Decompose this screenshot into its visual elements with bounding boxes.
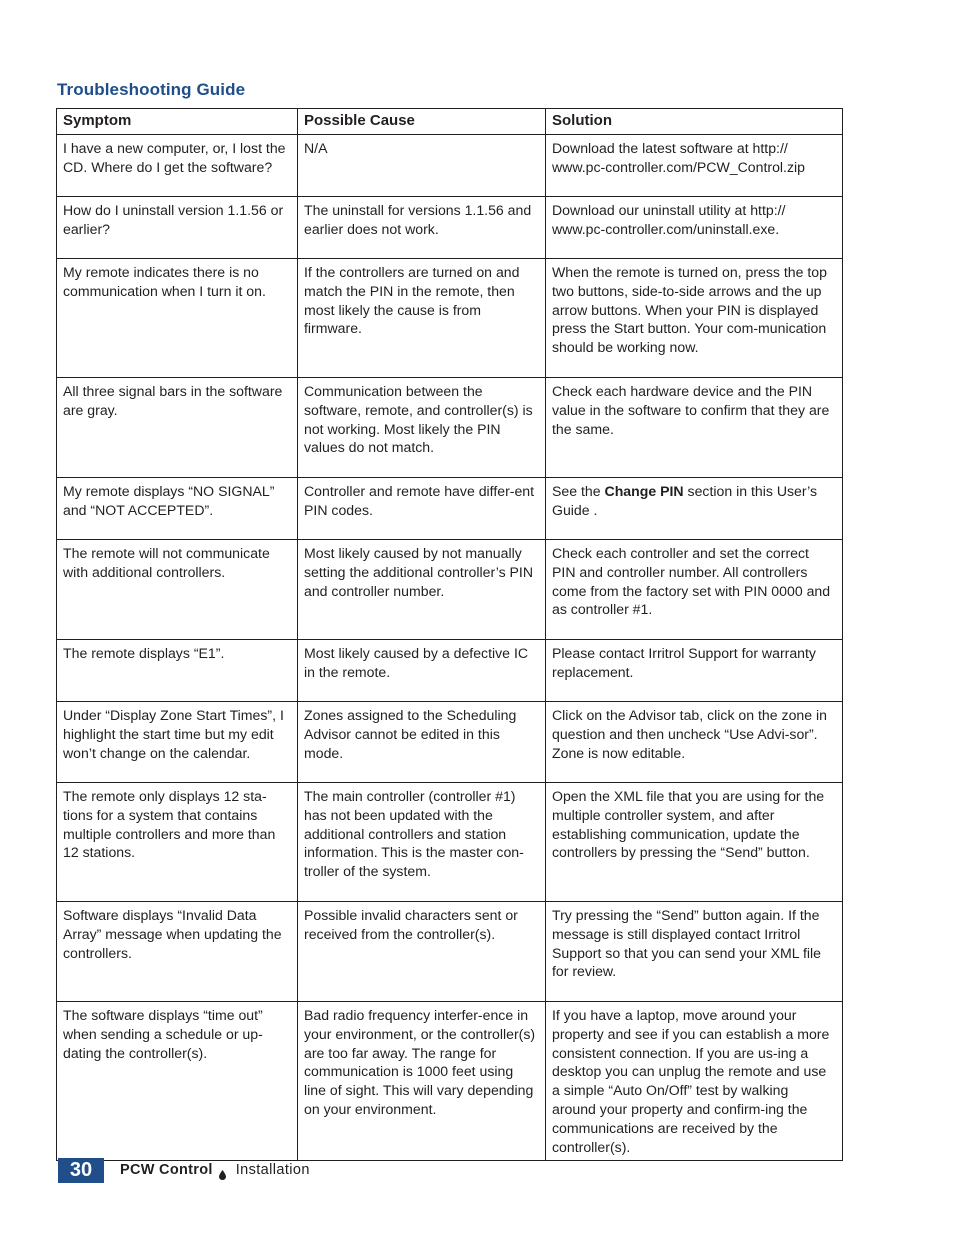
cause-cell: Communication between the software, remote, and controller(s) is not working. Most likely the PIN values do not match. xyxy=(298,378,546,478)
page-number: 30 xyxy=(58,1158,104,1183)
table-row xyxy=(57,135,843,197)
symptom-cell: Under “Display Zone Start Times”, I highlight the start time but my edit won’t change on the calendar. xyxy=(57,702,298,783)
cause-cell: Bad radio frequency interfer-ence in your environment, or the controller(s) are too far away. The range for communication is 1000 feet using line of sight. This will vary depending on your environment. xyxy=(298,1002,546,1161)
table-header-row xyxy=(57,109,843,135)
solution-cell: Click on the Advisor tab, click on the zone in question and then uncheck “Use Advi-sor”. Zone is now editable. xyxy=(546,702,843,783)
symptom-cell: The remote displays “E1”. xyxy=(57,640,298,702)
cause-cell: The uninstall for versions 1.1.56 and earlier does not work. xyxy=(298,197,546,259)
solution-cell: When the remote is turned on, press the top two buttons, side-to-side arrows and the up arrow buttons. When your PIN is displayed press the Start button. Your com-munication should be working now. xyxy=(546,259,843,378)
symptom-cell: The remote will not communicate with additional controllers. xyxy=(57,540,298,640)
solution-text-after: section in this User’s Guide . xyxy=(552,483,818,518)
troubleshooting-table xyxy=(56,108,843,1161)
water-drop-icon xyxy=(219,1167,226,1176)
header-solution: Solution xyxy=(546,109,843,135)
solution-cell: Please contact Irritrol Support for warranty replacement. xyxy=(546,640,843,702)
symptom-cell: Software displays “Invalid Data Array” message when updating the controllers. xyxy=(57,902,298,1002)
section-name: Installation xyxy=(235,1162,310,1178)
cause-cell: Most likely caused by not manually setting the additional controller’s PIN and controller number. xyxy=(298,540,546,640)
cause-cell: If the controllers are turned on and match the PIN in the remote, then most likely the cause is from firmware. xyxy=(298,259,546,378)
solution-line-2: www.pc-controller.com/PCW_Control.zip xyxy=(552,158,805,175)
table-row xyxy=(57,783,843,902)
cause-cell: Zones assigned to the Scheduling Advisor cannot be edited in this mode. xyxy=(298,702,546,783)
change-pin-reference: Change PIN xyxy=(604,483,684,499)
symptom-cell: My remote displays “NO SIGNAL” and “NOT ACCEPTED”. xyxy=(57,478,298,540)
solution-cell: Open the XML file that you are using for the multiple controller system, and after establishing communication, update the controllers by pressing the “Send” button. xyxy=(546,783,843,902)
solution-line-1: Download the latest software at http:// xyxy=(552,140,788,156)
solution-cell: Try pressing the “Send” button again. If the message is still displayed contact Irritrol Support so that you can send your XML file for review. xyxy=(546,902,843,1002)
table-row xyxy=(57,197,843,259)
table-row xyxy=(57,640,843,702)
header-symptom: Symptom xyxy=(57,109,298,135)
cause-cell: The main controller (controller #1) has not been updated with the additional controllers and station information. This is the master con-troller of the system. xyxy=(298,783,546,902)
cause-cell: N/A xyxy=(298,135,546,197)
solution-cell xyxy=(546,478,843,540)
table-row xyxy=(57,540,843,640)
table-row xyxy=(57,478,843,540)
solution-cell: Check each hardware device and the PIN value in the software to confirm that they are the same. xyxy=(546,378,843,478)
solution-cell xyxy=(546,135,843,197)
solution-cell: Check each controller and set the correct PIN and controller number. All controllers come from the factory set with PIN 0000 and as controller #1. xyxy=(546,540,843,640)
table-row xyxy=(57,1002,843,1161)
solution-cell: If you have a laptop, move around your property and see if you can establish a more consistent connection. If you are us-ing a desktop you can unplug the remote and use a simple “Auto On/Off” test by walking around your property and confirm-ing the communications are received by the controller(s). xyxy=(546,1002,843,1161)
solution-line-2: www.pc-controller.com/uninstall.exe. xyxy=(552,220,780,237)
table-row xyxy=(57,702,843,783)
solution-text-before: See the xyxy=(552,483,605,499)
symptom-cell: My remote indicates there is no communication when I turn it on. xyxy=(57,259,298,378)
cause-cell: Possible invalid characters sent or received from the controller(s). xyxy=(298,902,546,1002)
solution-cell xyxy=(546,197,843,259)
symptom-cell: I have a new computer, or, I lost the CD. Where do I get the software? xyxy=(57,135,298,197)
product-name: PCW Control xyxy=(120,1162,213,1178)
symptom-cell: The software displays “time out” when sending a schedule or up-dating the controller(s). xyxy=(57,1002,298,1161)
header-possible-cause: Possible Cause xyxy=(298,109,546,135)
cause-cell: Controller and remote have differ-ent PIN codes. xyxy=(298,478,546,540)
table-row xyxy=(57,378,843,478)
symptom-cell: How do I uninstall version 1.1.56 or earlier? xyxy=(57,197,298,259)
solution-line-1: Download our uninstall utility at http:// xyxy=(552,202,786,218)
page-heading: Troubleshooting Guide xyxy=(57,80,246,99)
table-row xyxy=(57,259,843,378)
table-row xyxy=(57,902,843,1002)
symptom-cell: The remote only displays 12 sta-tions for a system that contains multiple controllers and more than 12 stations. xyxy=(57,783,298,902)
cause-cell: Most likely caused by a defective IC in the remote. xyxy=(298,640,546,702)
symptom-cell: All three signal bars in the software are gray. xyxy=(57,378,298,478)
page-footer xyxy=(58,1157,310,1183)
